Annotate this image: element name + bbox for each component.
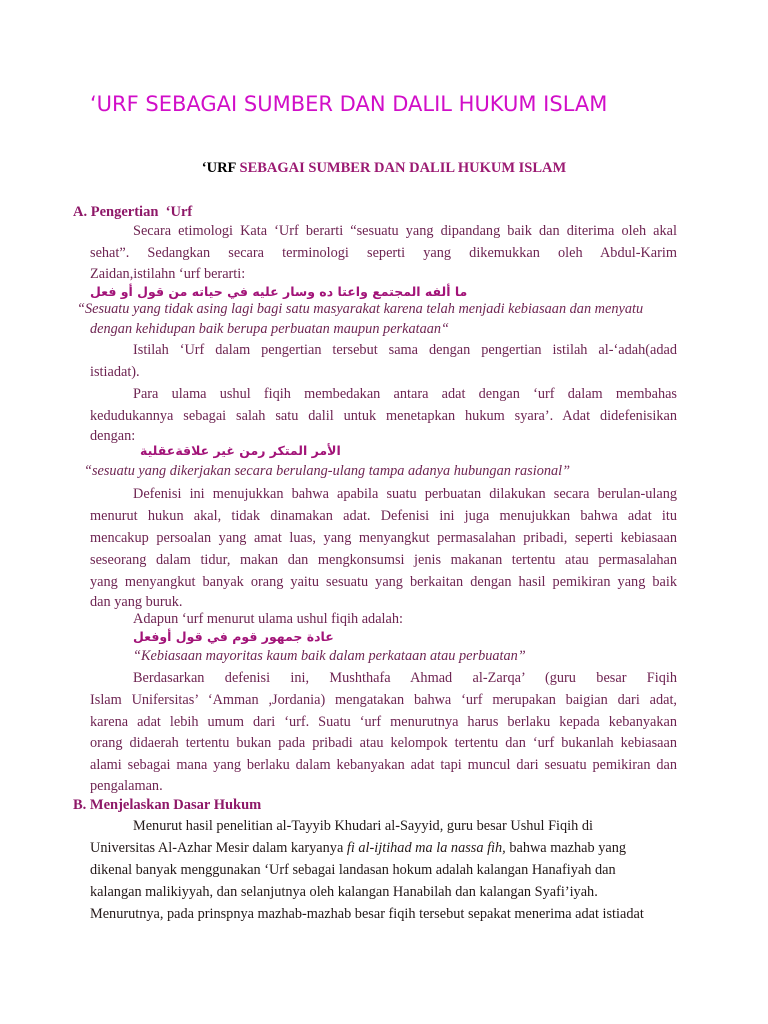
- paragraph-line: Zaidan,istilahn ‘urf berarti:: [90, 266, 246, 282]
- arabic-definition-3: عادة جمهور قوم في قول أوفعل: [133, 629, 334, 644]
- subtitle-rest: SEBAGAI SUMBER DAN DALIL HUKUM ISLAM: [239, 160, 567, 176]
- book-title: fi al-ijtihad ma la nassa fih,: [346, 840, 506, 856]
- page-title: ‘URF SEBAGAI SUMBER DAN DALIL HUKUM ISLAM: [90, 92, 608, 116]
- paragraph-line: Defenisi ini menujukkan bahwa apabila suatu perbuatan dilakukan secara berulan-ulang: [133, 486, 677, 502]
- paragraph-line: pengalaman.: [90, 778, 163, 794]
- paragraph-line: sehat”. Sedangkan secara terminologi seperti yang dikemukkan oleh Abdul-Karim: [90, 245, 677, 261]
- paragraph-line: yang menyangkut banyak orang yaitu sesuatu yang berkaitan dengan hasil pemikiran yang baik: [90, 574, 677, 590]
- paragraph-line: Berdasarkan defenisi ini, Mushthafa Ahmad al-Zarqa’ (guru besar Fiqih: [133, 670, 677, 686]
- paragraph-line: dikenal banyak menggunakan ‘Urf sebagai landasan hokum adalah kalangan Hanafiyah dan: [90, 862, 616, 878]
- section-a-title: Pengertian: [90, 204, 159, 220]
- arabic-definition-1: ما ألفه المجتمع واعتا ده وسار عليه في حياته من قول أو فعل: [90, 284, 468, 299]
- paragraph-line: alami sebagai mana yang berlaku dalam kebanyakan adat tapi muncul dari sesuatu pemikiran dan: [90, 757, 677, 773]
- paragraph-line: dengan:: [90, 428, 136, 444]
- paragraph-line: mencakup persoalan yang amat luas, yang menyangkut permasalahan pribadi, seperti kebiasaan: [90, 530, 677, 546]
- section-a-suffix: ‘Urf: [165, 204, 193, 220]
- paragraph-line: menurut hukun akal, tidak dinamakan adat. Defenisi ini juga menujukkan bahwa adat itu: [90, 508, 677, 524]
- paragraph-line: Islam Unifersitas’ ‘Amman ,Jordania) mengatakan bahwa ‘urf merupakan baigian dari adat,: [90, 692, 677, 708]
- paragraph-line: istiadat).: [90, 364, 140, 380]
- quote-line: “sesuatu yang dikerjakan secara berulang-ulang tampa adanya hubungan rasional”: [84, 463, 571, 479]
- section-a-heading: [73, 204, 192, 221]
- paragraph-line: kedudukannya sebagai salah satu dalil untuk menetapkan hukum syara’. Adat didefenisikan: [90, 408, 677, 424]
- arabic-definition-2: الأمر المتكر رمن غير علاقةعقلية: [140, 443, 341, 458]
- paragraph-line: seseorang dalam tidur, makan dan mengkonsumsi jenis makanan tertentu atau permasalahan: [90, 552, 677, 568]
- paragraph-line: Menurutnya, pada prinspnya mazhab-mazhab besar fiqih tersebut sepakat menerima adat istiadat: [90, 906, 644, 922]
- subtitle-lead: ‘URF: [201, 160, 236, 176]
- section-b-number: B.: [73, 797, 87, 813]
- paragraph-line: karena adat lebih umum dari ‘urf. Suatu ‘urf menurutnya harus berlaku kepada kebanyakan: [90, 714, 677, 730]
- quote-line: “Sesuatu yang tidak asing lagi bagi satu masyarakat karena telah menjadi kebiasaan dan menyatu: [77, 301, 644, 317]
- paragraph-line: kalangan malikiyyah, dan selanjutnya oleh kalangan Hanabilah dan kalangan Syafi’iyah.: [90, 884, 598, 900]
- section-b-heading: [73, 797, 261, 814]
- paragraph-line: Para ulama ushul fiqih membedakan antara adat dengan ‘urf dalam membahas: [133, 386, 677, 402]
- quote-line: dengan kehidupan baik berupa perbuatan maupun perkataan“: [90, 321, 449, 337]
- paragraph-line: dan yang buruk.: [90, 594, 183, 610]
- paragraph-text: Universitas Al-Azhar Mesir dalam karyanya: [90, 840, 347, 856]
- paragraph-text: bahwa mazhab yang: [505, 840, 627, 856]
- paragraph-line: Istilah ‘Urf dalam pengertian tersebut sama dengan pengertian istilah al-‘adah(adad: [133, 342, 677, 358]
- paragraph-line: orang didaerah tertentu bukan pada pribadi atau kelompok tertentu dan ‘urf bukanlah kebiasaan: [90, 735, 677, 751]
- paragraph-line: [90, 840, 626, 857]
- paragraph-line: Adapun ‘urf menurut ulama ushul fiqih adalah:: [133, 611, 403, 627]
- paragraph-line: Menurut hasil penelitian al-Tayyib Khudari al-Sayyid, guru besar Ushul Fiqih di: [133, 818, 593, 834]
- paragraph-line: Secara etimologi Kata ‘Urf berarti “sesuatu yang dipandang baik dan diterima oleh akal: [133, 223, 677, 239]
- document-subtitle: [0, 160, 768, 177]
- section-b-title: Menjelaskan Dasar Hukum: [89, 797, 262, 813]
- section-a-number: A.: [73, 204, 88, 220]
- quote-line: “Kebiasaan mayoritas kaum baik dalam perkataan atau perbuatan”: [133, 648, 526, 664]
